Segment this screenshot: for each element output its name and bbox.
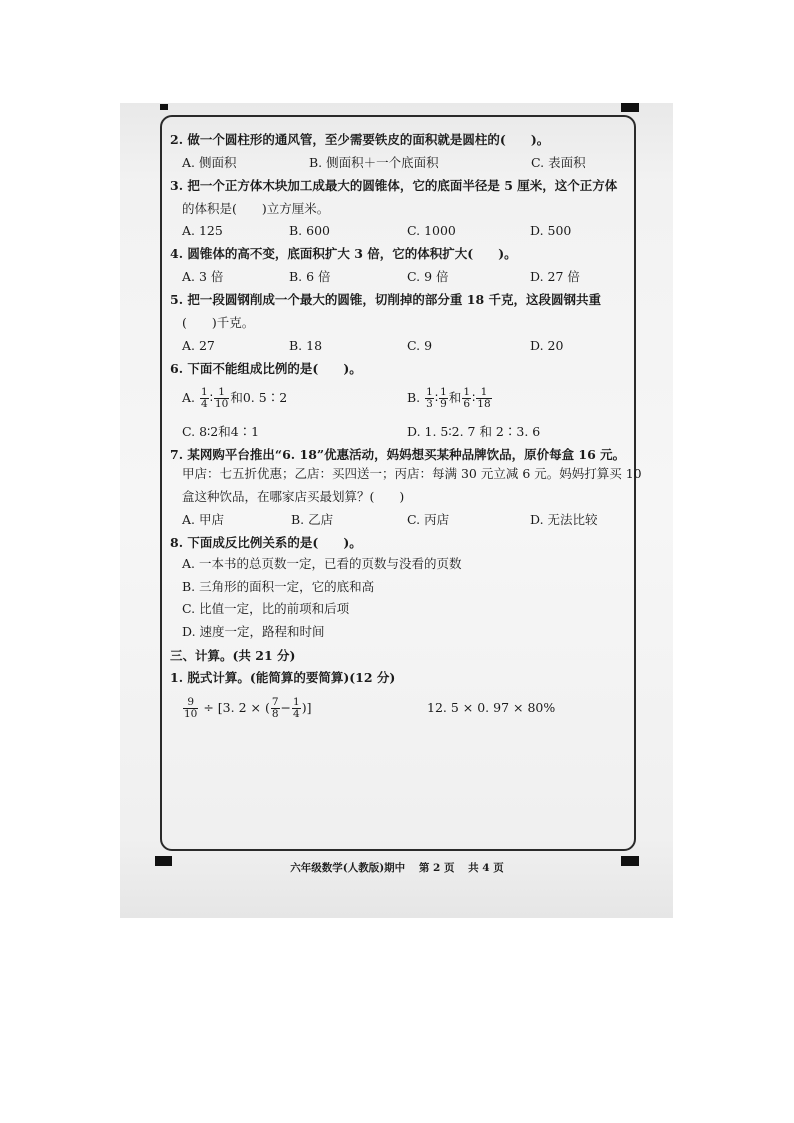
q2-option-c: C. 表面积 <box>531 155 586 170</box>
q5-option-b: B. 18 <box>289 338 323 353</box>
fraction <box>462 387 471 410</box>
calc-expression-1 <box>182 694 311 722</box>
q6-option-c: C. 8∶2和4∶1 <box>182 424 260 439</box>
minus-sign: − <box>280 700 292 715</box>
denominator: 4 <box>201 398 208 410</box>
fraction <box>214 387 229 410</box>
footer-page: 第 2 页 <box>418 862 455 874</box>
expr-part: ÷ [3. 2 × ( <box>203 700 270 715</box>
q8-option-a: A. 一本书的总页数一定，已看的页数与没看的页数 <box>182 556 462 571</box>
q5-option-c: C. 9 <box>407 338 433 353</box>
calc-expression-2: 12. 5 × 0. 97 × 80% <box>427 700 556 715</box>
q7-option-a: A. 甲店 <box>182 512 224 527</box>
q6-option-d: D. 1. 5∶2. 7 和 2∶3. 6 <box>407 424 541 439</box>
registration-mark-top-left <box>160 104 168 110</box>
fraction <box>439 387 448 410</box>
fraction <box>292 697 301 720</box>
denominator: 10 <box>184 708 198 720</box>
numerator: 1 <box>440 386 447 398</box>
expr-part: )] <box>301 700 312 715</box>
question-7-line-3: 盒这种饮品，在哪家店买最划算？( ) <box>182 489 405 504</box>
footer-subject: 六年级数学(人教版)期中 <box>290 862 406 874</box>
numerator: 1 <box>201 386 208 398</box>
question-3-line-1: 3. 把一个正方体木块加工成最大的圆锥体，它的底面半径是 5 厘米，这个正方体 <box>170 178 618 193</box>
q7-option-b: B. 乙店 <box>291 512 334 527</box>
q6-a-ratio: 0. 5∶2 <box>242 390 288 405</box>
fraction <box>271 697 280 720</box>
q7-option-d: D. 无法比较 <box>530 512 598 527</box>
numerator: 1 <box>476 387 491 399</box>
q2-option-a: A. 侧面积 <box>182 155 237 170</box>
question-4-stem: 4. 圆锥体的高不变，底面积扩大 3 倍，它的体积扩大( )。 <box>170 246 517 261</box>
q2-option-b: B. 侧面积＋一个底面积 <box>309 155 439 170</box>
q5-option-a: A. 27 <box>182 338 215 353</box>
q4-option-d: D. 27 倍 <box>530 269 580 284</box>
denominator: 18 <box>477 398 491 410</box>
denominator: 8 <box>271 708 279 720</box>
question-5-line-1: 5. 把一段圆钢削成一个最大的圆锥，切削掉的部分重 18 千克，这段圆钢共重 <box>170 292 602 307</box>
question-5-line-2: ( )千克。 <box>182 315 255 330</box>
q3-option-a: A. 125 <box>182 223 223 238</box>
q6-option-a: A. $\frac{1}{4}$ ∶ $\frac{1}{10}$ 和0. 5∶2 <box>182 386 288 410</box>
numerator: 9 <box>183 697 198 709</box>
numerator: 1 <box>293 696 300 708</box>
denominator: 10 <box>214 398 229 410</box>
footer-total: 共 4 页 <box>468 862 504 874</box>
page-footer <box>0 860 794 875</box>
numerator: 1 <box>463 386 470 398</box>
numerator: 1 <box>426 386 433 398</box>
and-word: 和 <box>230 390 243 405</box>
question-7-line-2: 甲店：七五折优惠；乙店：买四送一；丙店：每满 30 元立减 6 元。妈妈打算买 10 <box>182 466 642 481</box>
q3-option-b: B. 600 <box>289 223 330 238</box>
q4-option-b: B. 6 倍 <box>289 269 331 284</box>
q3-option-c: C. 1000 <box>407 223 456 238</box>
numerator: 1 <box>214 387 229 399</box>
and-word: 和 <box>448 390 462 405</box>
q6-a-prefix: A. <box>182 390 196 405</box>
question-3-line-2: 的体积是( )立方厘米。 <box>182 201 330 216</box>
q3-option-d: D. 500 <box>530 223 572 238</box>
denominator: 4 <box>293 708 300 720</box>
question-7-line-1: 7. 某网购平台推出“6. 18”优惠活动，妈妈想买某种品牌饮品，原价每盒 16 元。 <box>170 447 626 462</box>
registration-mark-top-right <box>621 103 639 112</box>
q8-option-c: C. 比值一定，比的前项和后项 <box>182 601 350 616</box>
q7-option-c: C. 丙店 <box>407 512 450 527</box>
q6-option-b: B. $\frac{1}{3}$ ∶ $\frac{1}{9}$ 和 $\frac{1}{6}$ ∶ $\frac{1}{18}$ <box>407 386 491 410</box>
denominator: 3 <box>426 398 433 410</box>
question-8-stem: 8. 下面成反比例关系的是( )。 <box>170 535 362 550</box>
q5-option-d: D. 20 <box>530 338 564 353</box>
denominator: 6 <box>463 398 470 410</box>
q8-option-b: B. 三角形的面积一定，它的底和高 <box>182 579 375 594</box>
fraction <box>425 387 434 410</box>
fraction <box>476 387 491 410</box>
denominator: 9 <box>440 398 447 410</box>
section-3-title: 三、计算。(共 21 分) <box>170 648 296 663</box>
fraction <box>183 697 198 720</box>
calc-question-1: 1. 脱式计算。(能简算的要简算)(12 分) <box>170 670 396 685</box>
q8-option-d: D. 速度一定，路程和时间 <box>182 624 325 639</box>
q4-option-c: C. 9 倍 <box>407 269 449 284</box>
q6-b-prefix: B. <box>407 390 421 405</box>
fraction <box>200 387 209 410</box>
question-6-stem: 6. 下面不能组成比例的是( )。 <box>170 361 362 376</box>
question-2-stem: 2. 做一个圆柱形的通风管，至少需要铁皮的面积就是圆柱的( )。 <box>170 132 550 147</box>
numerator: 7 <box>271 696 279 708</box>
q4-option-a: A. 3 倍 <box>182 269 224 284</box>
